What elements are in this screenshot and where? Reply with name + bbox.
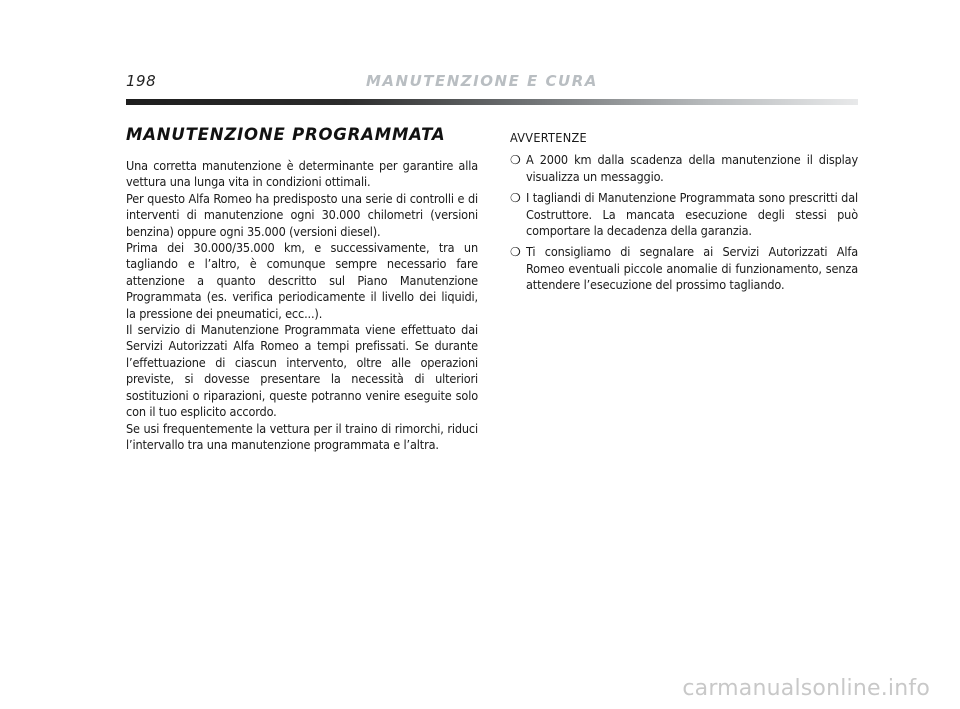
list-item-text: I tagliandi di Manutenzione Programmata sono prescritti dal Costruttore. La mancata esecuzione degli stessi può comportare la decadenza della garanzia. [526, 190, 858, 239]
warnings-heading: AVVERTENZE [510, 130, 588, 145]
body-paragraph: Prima dei 30.000/35.000 km, e successivamente, tra un tagliando e l’altro, è comunque sempre necessario fare attenzione a quanto descritto sul Piano Manutenzione Programmata (es. verifica periodicamente il livello dei liquidi, la pressione dei pneumatici, ecc...). [126, 240, 478, 321]
right-column [510, 130, 858, 299]
left-column [126, 125, 478, 453]
watermark: carmanualsonline.info [682, 676, 930, 701]
list-item-text: Ti consigliamo di segnalare ai Servizi Autorizzati Alfa Romeo eventuali piccole anomalie di funzionamento, senza attendere l’esecuzione del prossimo tagliando. [526, 244, 858, 293]
page-number: 198 [126, 72, 157, 90]
list-item [510, 244, 858, 293]
body-paragraph: Una corretta manutenzione è determinante per garantire alla vettura una lunga vita in condizioni ottimali. [126, 158, 478, 190]
list-item [510, 190, 858, 239]
list-item [510, 152, 858, 185]
circle-bullet-icon: ❍ [510, 153, 521, 168]
body-paragraph: Per questo Alfa Romeo ha predisposto una serie di controlli e di interventi di manutenzione ogni 30.000 chilometri (versioni benzina) oppure ogni 35.000 (versioni diesel). [126, 190, 478, 239]
body-paragraph: Se usi frequentemente la vettura per il traino di rimorchi, riduci l’intervallo tra una manutenzione programmata e l’altra. [126, 420, 478, 452]
section-title: MANUTENZIONE PROGRAMMATA [126, 125, 446, 144]
body-paragraph: Il servizio di Manutenzione Programmata viene effettuato dai Servizi Autorizzati Alfa Romeo a tempi prefissati. Se durante l’effettuazione di ciascun intervento, oltre alle operazioni previste, si dovesse presentare la necessità di ulteriori sostituzioni o riparazioni, queste potranno venire eseguite solo con il tuo esplicito accordo. [126, 322, 478, 420]
circle-bullet-icon: ❍ [510, 191, 521, 206]
list-item-text: A 2000 km dalla scadenza della manutenzione il display visualizza un messaggio. [526, 152, 858, 184]
header-rule [126, 99, 858, 105]
warnings-list [510, 152, 858, 293]
circle-bullet-icon: ❍ [510, 245, 521, 260]
running-head: MANUTENZIONE E CURA [366, 72, 598, 90]
